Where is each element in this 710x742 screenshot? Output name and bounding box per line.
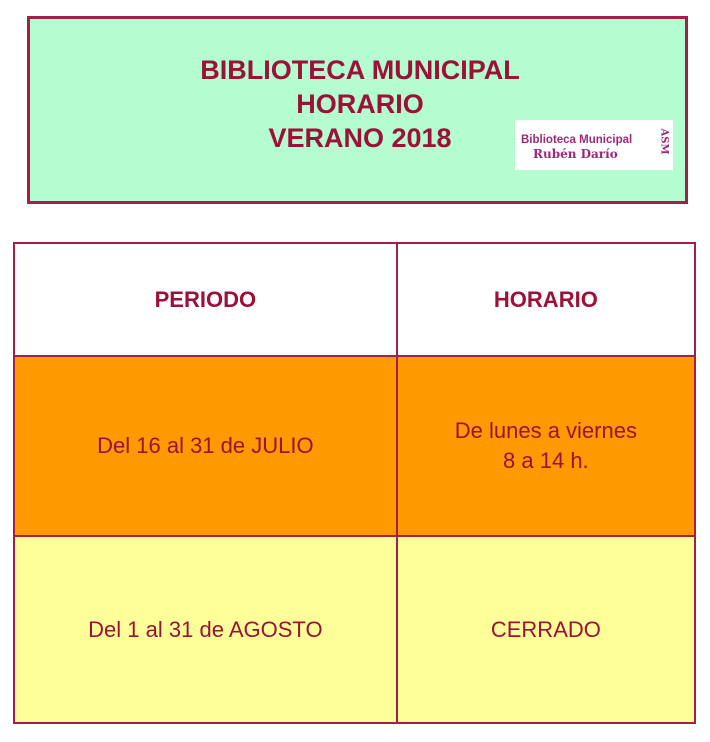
cell-horario — [397, 356, 695, 536]
header-periodo: PERIODO — [14, 243, 397, 356]
title-line-3: VERANO 2018 — [268, 123, 452, 153]
cell-periodo: Del 1 al 31 de AGOSTO — [14, 536, 397, 723]
logo-line-1: Biblioteca Municipal — [521, 134, 633, 146]
title-line-2: HORARIO — [296, 89, 424, 119]
header-horario: HORARIO — [397, 243, 695, 356]
cell-horario — [397, 536, 695, 723]
horario-line: De lunes a viernes — [454, 418, 637, 443]
table-row — [14, 356, 695, 536]
horario-line: CERRADO — [490, 616, 601, 642]
horario-line: 8 a 14 h. — [503, 448, 589, 473]
header-box — [27, 16, 688, 204]
library-logo — [515, 120, 673, 170]
cell-periodo: Del 16 al 31 de JULIO — [14, 356, 397, 536]
title-line-1: BIBLIOTECA MUNICIPAL — [200, 55, 520, 85]
table-row — [14, 536, 695, 723]
table-header-row — [14, 243, 695, 356]
schedule-table — [13, 242, 696, 724]
logo-line-2: Rubén Darío — [533, 147, 618, 161]
logo-side-text: ASM — [658, 128, 670, 155]
